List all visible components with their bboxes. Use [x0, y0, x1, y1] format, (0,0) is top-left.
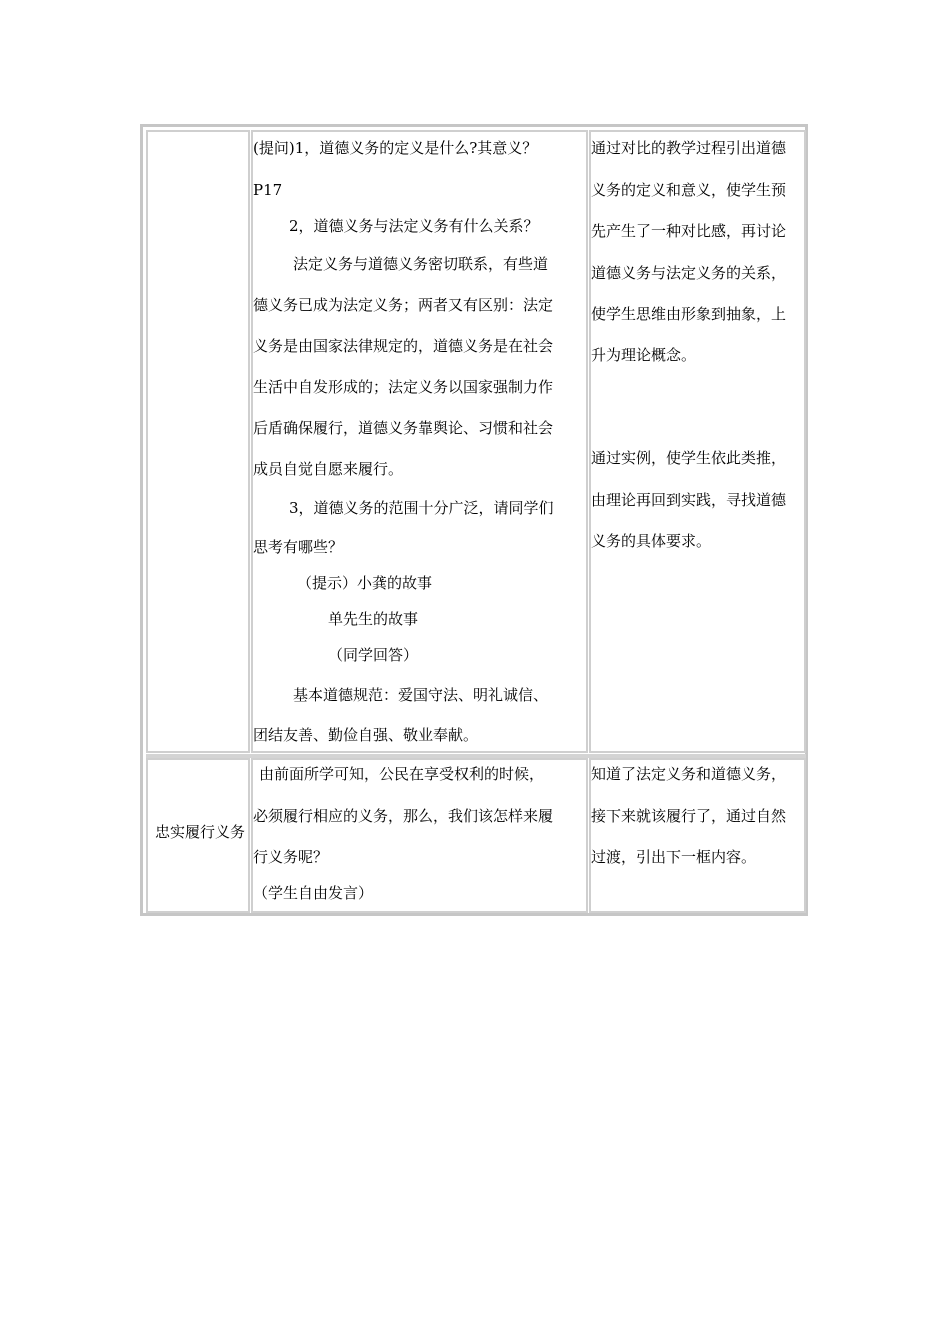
text-line: 后盾确保履行，道德义务靠舆论、习惯和社会 — [253, 419, 554, 437]
text-line: 3，道德义务的范围十分广泛，请同学们 — [289, 499, 554, 517]
purpose-cell — [589, 758, 806, 913]
text-line: （学生自由发言） — [253, 884, 374, 902]
text-line: 行义务呢？ — [253, 848, 329, 866]
text-line: 通过实例，使学生依此类推， — [591, 449, 787, 467]
text-line: 义务是由国家法律规定的，道德义务是在社会 — [253, 337, 554, 355]
text-line: 接下来就该履行了，通过自然 — [591, 807, 787, 825]
text-line: 升为理论概念。 — [591, 346, 697, 364]
section-cell — [146, 758, 250, 913]
text-line: 生活中自发形成的；法定义务以国家强制力作 — [253, 378, 554, 396]
text-line: 由理论再回到实践，寻找道德 — [591, 491, 787, 509]
lesson-table — [140, 124, 808, 916]
text-line: 2，道德义务与法定义务有什么关系？ — [289, 217, 539, 235]
text-line: 先产生了一种对比感，再讨论 — [591, 222, 787, 240]
text-line: 基本道德规范：爱国守法、明礼诚信、 — [293, 686, 549, 704]
text-line: 团结友善、勤俭自强、敬业奉献。 — [253, 726, 479, 744]
text-line: 知道了法定义务和道德义务， — [591, 765, 787, 783]
text-line: 必须履行相应的义务，那么，我们该怎样来履 — [253, 807, 554, 825]
text-line: 义务的具体要求。 — [591, 532, 712, 550]
content-cell — [251, 130, 588, 753]
text-line: 过渡，引出下一框内容。 — [591, 848, 757, 866]
text-line: （提示）小龚的故事 — [297, 574, 433, 592]
purpose-cell — [589, 130, 806, 753]
text-line: P17 — [253, 181, 283, 199]
text-line: 思考有哪些？ — [253, 538, 344, 556]
text-line: 义务的定义和意义，使学生预 — [591, 181, 787, 199]
text-line: 德义务已成为法定义务；两者又有区别：法定 — [253, 296, 554, 314]
text-line: 使学生思维由形象到抽象，上 — [591, 305, 787, 323]
text-line: （同学回答） — [328, 646, 419, 664]
text-line: 单先生的故事 — [328, 610, 419, 628]
text-line: 法定义务与道德义务密切联系，有些道 — [293, 255, 549, 273]
text-line: 道德义务与法定义务的关系， — [591, 264, 787, 282]
content-cell — [251, 758, 588, 913]
text-line: (提问)1，道德义务的定义是什么?其意义？ — [253, 139, 538, 157]
text-line: 通过对比的教学过程引出道德 — [591, 139, 787, 157]
section-title: 忠实履行义务 — [154, 823, 245, 841]
text-line: 由前面所学可知，公民在享受权利的时候， — [259, 765, 545, 783]
section-cell-empty — [146, 130, 250, 753]
text-line: 成员自觉自愿来履行。 — [253, 460, 404, 478]
